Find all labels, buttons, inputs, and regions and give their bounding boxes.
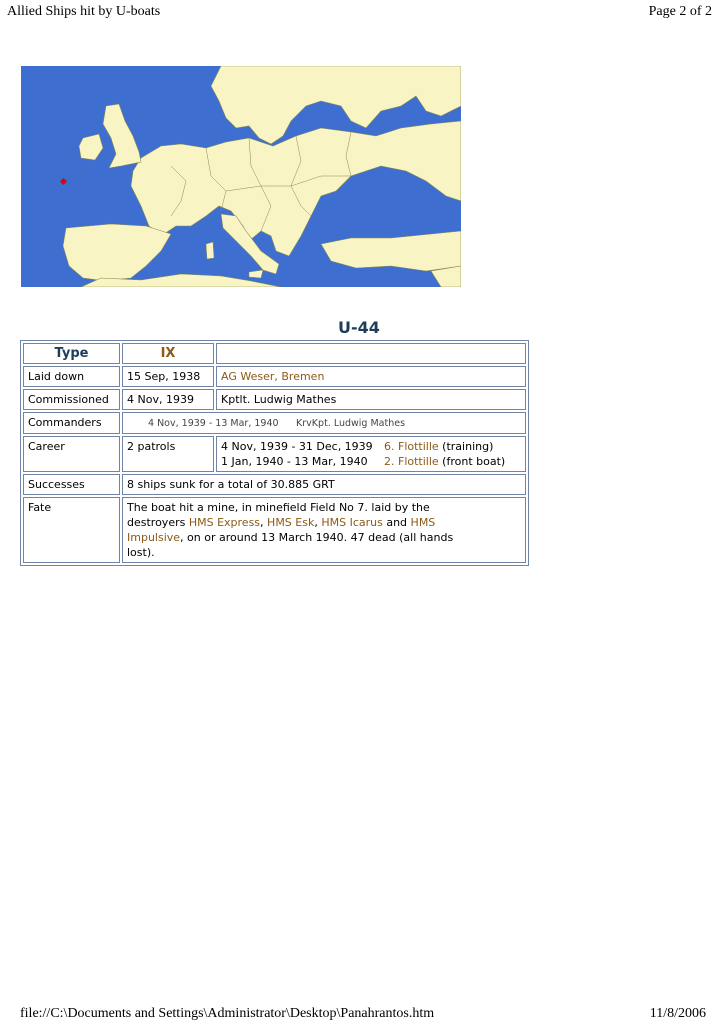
- fate-text-part: and: [382, 516, 411, 529]
- europe-map: [21, 66, 461, 287]
- successes-value: 8 ships sunk for a total of 30.885 GRT: [122, 474, 526, 495]
- career-dates: 4 Nov, 1939 - 31 Dec, 1939: [221, 440, 373, 453]
- commissioned-date: 4 Nov, 1939: [122, 389, 214, 410]
- print-date: 11/8/2006: [649, 1006, 706, 1021]
- commanders-row: [23, 412, 526, 434]
- commissioned-label: Commissioned: [23, 389, 120, 410]
- sardinia: [206, 242, 214, 259]
- flotilla-link[interactable]: 2. Flottille: [384, 455, 439, 468]
- fate-row: [23, 497, 526, 563]
- career-line: [221, 439, 521, 454]
- career-row: [23, 436, 526, 472]
- boat-name-heading: U-44: [338, 318, 380, 337]
- fate-text: [122, 497, 526, 563]
- laid-down-row: [23, 366, 526, 387]
- career-label: Career: [23, 436, 120, 472]
- commanders-cell: [122, 412, 526, 434]
- ship-link-icarus[interactable]: HMS Icarus: [321, 516, 383, 529]
- page-header-title: Allied Ships hit by U-boats: [7, 4, 161, 19]
- fate-label: Fate: [23, 497, 120, 563]
- ship-link-esk[interactable]: HMS Esk: [267, 516, 315, 529]
- career-patrols: 2 patrols: [122, 436, 214, 472]
- successes-label: Successes: [23, 474, 120, 495]
- career-role: (training): [442, 440, 494, 453]
- fate-text-part: ,: [314, 516, 322, 529]
- laid-down-date: 15 Sep, 1938: [122, 366, 214, 387]
- fate-text-part: The boat hit a mine, in minefield Field No 7. laid by the destroyers: [127, 501, 430, 529]
- commanders-label: Commanders: [23, 412, 120, 434]
- career-line: [221, 454, 521, 469]
- fate-text-part: ,: [260, 516, 268, 529]
- boat-info-table: [20, 340, 529, 566]
- flotilla-link[interactable]: 6. Flottille: [384, 440, 439, 453]
- ship-link-impulsive[interactable]: HMS Impulsive: [127, 516, 436, 544]
- type-empty-cell: [216, 343, 526, 364]
- laid-down-label: Laid down: [23, 366, 120, 387]
- type-label: Type: [23, 343, 120, 364]
- ship-link-express[interactable]: HMS Express: [188, 516, 261, 529]
- type-value[interactable]: IX: [122, 343, 214, 364]
- type-row: [23, 343, 526, 364]
- commissioned-commander: Kptlt. Ludwig Mathes: [216, 389, 526, 410]
- shipyard-link[interactable]: AG Weser, Bremen: [216, 366, 526, 387]
- commanders-name: KrvKpt. Ludwig Mathes: [296, 418, 406, 429]
- commanders-dates: 4 Nov, 1939 - 13 Mar, 1940: [148, 418, 279, 429]
- commissioned-row: [23, 389, 526, 410]
- career-role: (front boat): [442, 455, 506, 468]
- career-cell: [216, 436, 526, 472]
- page-number: Page 2 of 2: [648, 4, 712, 19]
- file-path: file://C:\Documents and Settings\Administrator\Desktop\Panahrantos.htm: [20, 1006, 435, 1021]
- successes-row: [23, 474, 526, 495]
- career-dates: 1 Jan, 1940 - 13 Mar, 1940: [221, 455, 368, 468]
- fate-text-part: , on or around 13 March 1940. 47 dead (all hands lost).: [127, 531, 454, 559]
